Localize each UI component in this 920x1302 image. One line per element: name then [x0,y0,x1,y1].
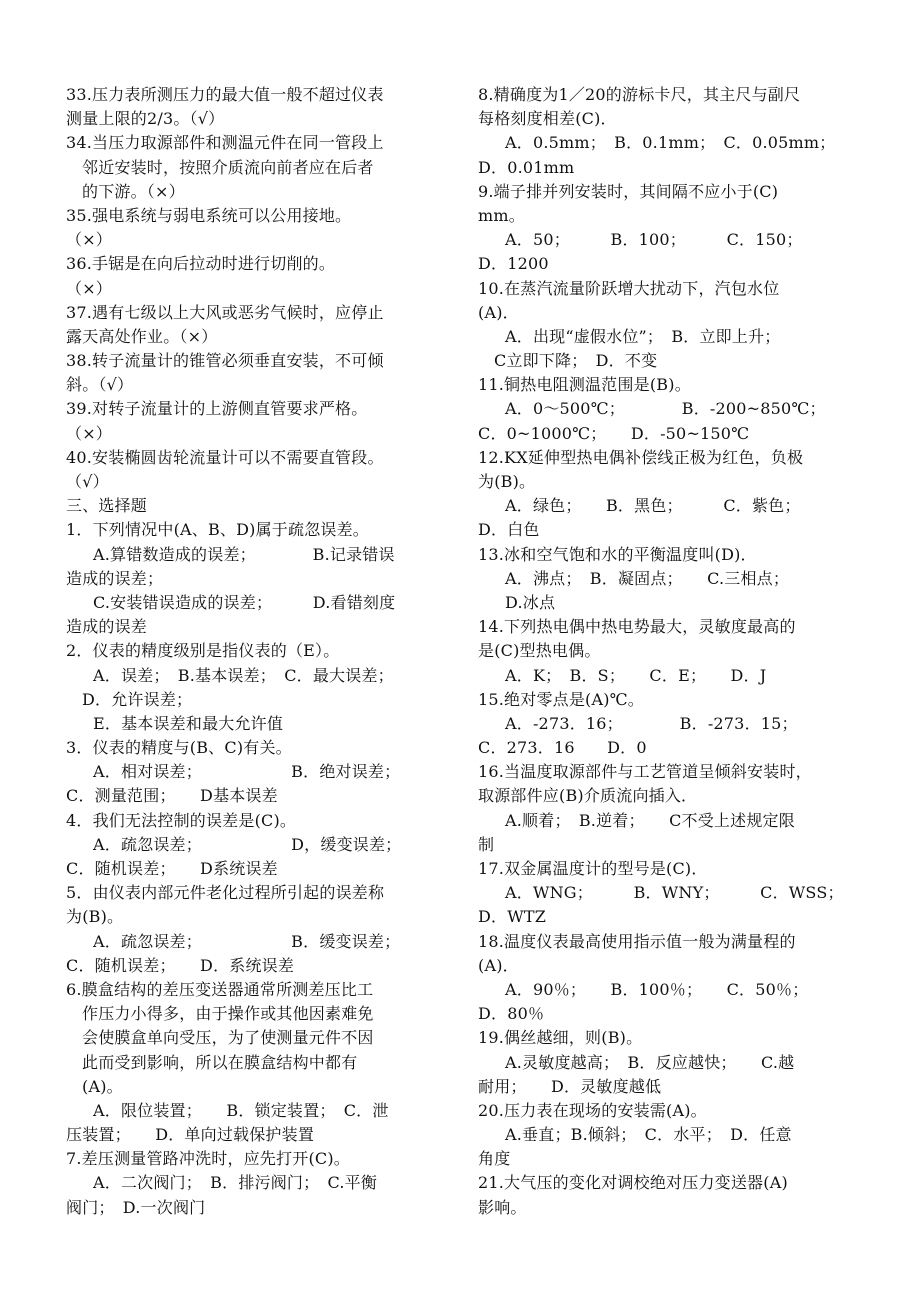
left-column-line: 作压力小得多，由于操作或其他因素难免 [82,1004,374,1024]
left-column-line: 5．由仪表内部元件老化过程所引起的误差称 [66,883,385,903]
right-column-line: 8.精确度为1／20的游标卡尺，其主尺与副尺 [478,85,801,104]
left-column-line: A．相对误差； B．绝对误差； [93,762,401,782]
right-column-line: 16.当温度取源部件与工艺管道呈倾斜安装时， [478,762,812,782]
right-column-line: 影响。 [478,1197,527,1217]
right-column-line: 耐用； D．灵敏度越低 [478,1076,662,1096]
left-column-line: 1．下列情况中(A、B、D)属于疏忽误差。 [66,520,370,540]
right-column-line: 14.下列热电偶中热电势最大，灵敏度最高的 [478,617,796,637]
right-column-line: A．出现“虚假水位”； B．立即上升； [505,326,781,346]
left-column-line: （×） [66,230,113,250]
right-column-line: A.顺着； B.逆着； C不受上述规定限 [505,810,795,830]
left-column-line: A．误差； B.基本误差； C．最大误差； [93,665,394,685]
left-column-line: 7.差压测量管路冲洗时，应先打开(C)。 [66,1149,350,1169]
right-column-line: A．0～500℃； B．-200~850℃； [505,399,826,419]
right-column-line: (A)． [478,955,519,975]
left-column-line: E．基本误差和最大允许值 [93,713,284,733]
right-column-line: 12.KX延伸型热电偶补偿线正极为红色，负极 [478,447,804,467]
right-column-line: 10.在蒸汽流量阶跃增大扰动下，汽包水位 [478,278,780,298]
right-column-line: 是(C)型热电偶。 [478,641,601,661]
left-column-line: 39.对转子流量计的上游侧直管要求严格。 [66,399,368,419]
right-column-line: C．0~1000℃； D．-50~150℃ [478,423,750,443]
right-column-line: 15.绝对零点是(A)℃。 [478,689,644,709]
left-column-line: 3．仪表的精度与(B、C)有关。 [66,738,292,758]
right-column-line: A．沸点； B．凝固点； C.三相点； [505,568,790,588]
right-column-line: 角度 [478,1149,511,1169]
left-column-line: 38.转子流量计的锥管必须垂直安装，不可倾 [66,351,384,371]
right-column-line: A．0.5mm； B．0.1mm； C．0.05mm； [505,133,836,153]
left-column-line: 阀门； D.一次阀门 [66,1197,206,1217]
left-column-line: A.算错数造成的误差； B.记录错误 [93,544,395,564]
right-column-line: 21.大气压的变化对调校绝对压力变送器(A) [478,1173,788,1193]
left-column-line: D．允许误差； [82,689,193,709]
right-column-line: 13.冰和空气饱和水的平衡温度叫(D)． [478,544,757,564]
left-column-line: 造成的误差 [66,617,148,637]
right-column-line: 17.双金属温度计的型号是(C)． [478,859,708,878]
right-column-line: D.冰点 [505,592,556,612]
left-column-line: C．随机误差； D系统误差 [66,859,278,878]
left-column-line: 2．仪表的精度级别是指仪表的（E）。 [66,641,340,661]
left-column-line: C.安装错误造成的误差； D.看错刻度 [93,592,396,612]
left-column-line: 4．我们无法控制的误差是(C)。 [66,810,297,830]
right-column-line: C．273．16 D．0 [478,738,647,758]
right-column-line: C立即下降； D．不变 [494,351,658,371]
left-column-line: （×） [66,278,113,298]
right-column-line: mm。 [478,205,525,225]
left-column-line: (A)。 [82,1076,123,1096]
right-column-line: 11.铜热电阻测温范围是(B)。 [478,375,691,395]
left-column-line: 压装置； D．单向过载保护装置 [66,1125,315,1145]
right-column-line: A．90％； B．100％； C．50％； [505,979,809,999]
right-column-line: 18.温度仪表最高使用指示值一般为满量程的 [478,931,796,951]
left-column-line: 34.当压力取源部件和测温元件在同一管段上 [66,133,384,153]
left-column-line: （√） [66,472,109,491]
right-column-line: 20.压力表在现场的安装需(A)。 [478,1100,707,1120]
right-column [478,83,868,1220]
left-column-line: （×） [66,423,113,443]
left-column-line: 斜。（√） [66,375,134,395]
left-column-line: A．二次阀门； B．排污阀门； C.平衡 [93,1173,378,1193]
right-column-line: D．WTZ [478,907,547,927]
right-column-line: A.垂直；B.倾斜； C．水平； D．任意 [505,1125,792,1145]
right-column-line: 19.偶丝越细，则(B)。 [478,1028,643,1048]
left-column-line: C．测量范围； D基本误差 [66,786,278,806]
right-column-line: D．1200 [478,254,549,274]
left-column-line: 测量上限的2/3。（√） [66,109,225,129]
left-column-line: 6.膜盒结构的差压变送器通常所测差压比工 [66,979,374,999]
left-column-line: A．疏忽误差； B．缓变误差； [93,931,401,951]
right-column-line: 每格刻度相差(C)． [478,109,617,129]
right-column-line: D．0.01mm [478,157,575,177]
left-column-line: C．随机误差； D．系统误差 [66,955,295,975]
right-column-line: A．K； B．S； C．E； D．J [505,665,767,685]
left-column-line: 33.压力表所测压力的最大值一般不超过仪表 [66,85,384,104]
left-column-line: A．疏忽误差； D，缓变误差； [93,834,402,854]
right-column-line: A．-273．16； B．-273．15； [505,713,798,733]
left-column-line: 37.遇有七级以上大风或恶劣气候时，应停止 [66,302,384,322]
left-column-line: 35.强电系统与弱电系统可以公用接地。 [66,205,352,225]
left-column-line: 露天高处作业。（×） [66,326,218,346]
right-column-line: A．WNG； B．WNY； C．WSS； [505,883,844,903]
left-column-line: A．限位装置； B．锁定装置； C．泄 [93,1100,389,1120]
right-column-line: (A)． [478,302,519,322]
right-column-line: A．绿色； B．黑色； C．紫色； [505,496,801,516]
right-column-line: D．白色 [478,520,540,540]
left-column-line: 36.手锯是在向后拉动时进行切削的。 [66,254,336,274]
left-column-line: 40.安装椭圆齿轮流量计可以不需要直管段。 [66,447,384,467]
left-column-line: 三、选择题 [66,496,148,516]
right-column-line: A．50； B．100； C．150； [505,230,803,250]
left-column-line: 造成的误差； [66,568,164,588]
left-column-line: 的下游。（×） [82,181,185,201]
left-column [66,83,456,1220]
left-column-line: 为(B)。 [66,907,124,927]
right-column-line: A.灵敏度越高； B．反应越快； C.越 [505,1052,795,1072]
right-column-line: D．80％ [478,1004,545,1024]
left-column-line: 会使膜盒单向受压，为了使测量元件不因 [82,1028,374,1048]
left-column-line: 邻近安装时，按照介质流向前者应在后者 [82,157,374,177]
right-column-line: 为(B)。 [478,472,536,491]
left-column-line: 此而受到影响，所以在膜盒结构中都有 [82,1052,358,1072]
right-column-line: 取源部件应(B)介质流向插入． [478,786,698,806]
right-column-line: 9.端子排并列安装时，其间隔不应小于(C) [478,181,779,201]
right-column-line: 制 [478,834,495,854]
